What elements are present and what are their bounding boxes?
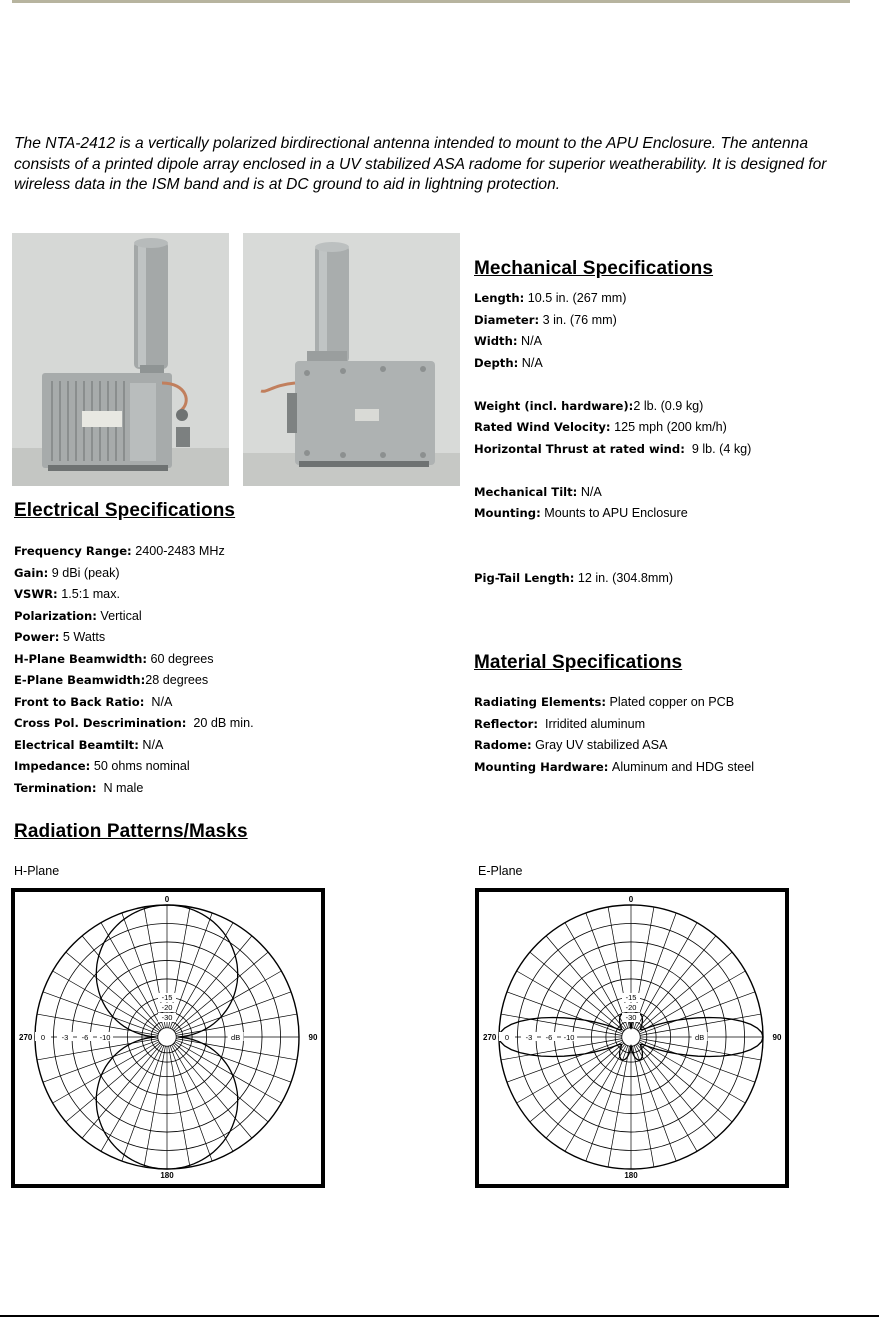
grid-spoke (639, 1042, 745, 1103)
spec-weight (474, 396, 751, 418)
radial-label: 0 (504, 1033, 510, 1042)
angle-label-90: 90 (772, 1033, 782, 1042)
grid-spoke (175, 1042, 281, 1103)
spec-value: Aluminum and HDG steel (611, 759, 755, 774)
grid-spoke (53, 1042, 159, 1103)
electrical-heading: Electrical Specifications (14, 500, 236, 521)
spec-value: 9 dBi (peak) (51, 565, 120, 580)
spec-value: 5 Watts (62, 630, 106, 644)
grid-spoke (517, 971, 623, 1032)
spec-value: 2400-2483 MHz (135, 544, 225, 558)
grid-spoke (637, 936, 716, 1030)
spec-value: 125 mph (200 km/h) (614, 420, 727, 434)
spec-radome (474, 735, 754, 757)
spec-value: 3 in. (76 mm) (542, 312, 617, 327)
spec-label: Frequency Range: (14, 544, 132, 558)
radial-label: -15 (161, 993, 173, 1002)
grid-spoke (82, 936, 161, 1030)
spec-reflector (474, 714, 754, 736)
grid-spoke (636, 923, 697, 1029)
top-rule (12, 0, 850, 3)
grid-spoke (174, 952, 268, 1031)
spec-value: N/A (521, 334, 542, 348)
spec-label: Power: (14, 630, 60, 644)
spec-label: Cross Pol. Descrimination: (14, 716, 187, 730)
radial-label: -3 (525, 1033, 533, 1042)
grid-spoke (66, 1043, 160, 1122)
grid-spoke (174, 1043, 268, 1122)
bottom-rule (0, 1315, 879, 1317)
radial-label: -30 (625, 1013, 637, 1022)
spec-pigtail-length (474, 568, 751, 590)
spec-value: Irridited aluminum (544, 716, 646, 731)
spec-value: Mounts to APU Enclosure (544, 506, 688, 520)
angle-label-90: 90 (308, 1033, 318, 1042)
spec-value: 9 lb. (4 kg) (691, 441, 752, 456)
spec-value: 50 ohms nominal (93, 759, 190, 773)
spec-value: 10.5 in. (267 mm) (527, 291, 627, 305)
spec-label: Front to Back Ratio: (14, 694, 145, 709)
spec-depth (474, 353, 751, 375)
spec-value: 28 degrees (145, 673, 209, 687)
antenna-photo-front (12, 233, 229, 486)
spec-label: Horizontal Thrust at rated wind: (474, 441, 685, 456)
spec-label: Termination: (14, 780, 97, 795)
electrical-spec-list (14, 541, 254, 799)
spec-label: Radome: (474, 738, 532, 752)
spec-vswr (14, 584, 254, 606)
radial-label: -20 (161, 1003, 173, 1012)
spec-label: Rated Wind Velocity: (474, 420, 611, 434)
spec-value: 12 in. (304.8mm) (577, 570, 674, 585)
spec-value: Gray UV stabilized ASA (535, 738, 668, 752)
spec-gain (14, 563, 254, 585)
spec-value: 20 dB min. (193, 716, 254, 730)
spec-label: Mounting Hardware: (474, 759, 609, 774)
h-plane-polar-plot (15, 892, 321, 1184)
grid-spoke (173, 936, 252, 1030)
spec-value: Vertical (100, 608, 142, 623)
spec-label: Mounting: (474, 506, 541, 520)
grid-spoke (608, 1046, 629, 1167)
spec-label: Impedance: (14, 759, 91, 773)
grid-spoke (546, 936, 625, 1030)
grid-spoke (546, 1044, 625, 1138)
spec-wind-velocity (474, 417, 751, 439)
grid-spoke (637, 1044, 716, 1138)
e-plane-chart (475, 888, 789, 1188)
grid-spoke (639, 971, 745, 1032)
grid-spoke (175, 971, 281, 1032)
radial-label: -30 (161, 1013, 173, 1022)
grid-spoke (633, 1046, 654, 1167)
grid-spoke (144, 1046, 165, 1167)
spec-label: E-Plane Beamwidth: (14, 673, 146, 687)
spec-frequency-range (14, 541, 254, 563)
grid-spoke (53, 971, 159, 1032)
intro-paragraph: The NTA-2412 is a vertically polarized birdirectional antenna intended to mount to the APU Enclosure. The antenna consists of a printed dipole array enclosed in a UV stabilized ASA radome for superior weatherability. It is designed for wireless data in the ISM band and is at DC ground to aid in lightning protection. (14, 135, 827, 193)
radial-label: -15 (625, 993, 637, 1002)
radial-label: -10 (563, 1033, 575, 1042)
angle-label-270: 270 (19, 1033, 33, 1042)
grid-spoke (37, 1039, 158, 1060)
grid-spoke (173, 1044, 252, 1138)
spec-label: Electrical Beamtilt: (14, 737, 139, 752)
grid-spoke (565, 1045, 626, 1151)
radial-label: -6 (545, 1033, 553, 1042)
spec-mounting (474, 503, 751, 525)
grid-spoke (82, 1044, 161, 1138)
e-plane-label: E-Plane (478, 864, 523, 878)
spec-label: Length: (474, 291, 525, 305)
grid-spoke (565, 923, 626, 1029)
radial-label: -20 (625, 1003, 637, 1012)
spec-label: VSWR: (14, 587, 58, 601)
radial-label: -6 (81, 1033, 89, 1042)
spec-value: 60 degrees (150, 651, 214, 666)
material-heading: Material Specifications (474, 652, 683, 673)
spec-label: Depth: (474, 355, 519, 370)
grid-spoke (636, 1045, 697, 1151)
radial-label: -10 (99, 1033, 111, 1042)
angle-label-0: 0 (628, 895, 634, 904)
spec-value: N/A (142, 737, 164, 752)
spec-e-plane-beamwidth (14, 670, 254, 692)
spec-h-plane-beamwidth (14, 649, 254, 671)
angle-label-180: 180 (160, 1171, 174, 1180)
antenna-photo-side (243, 233, 460, 486)
angle-label-180: 180 (624, 1171, 638, 1180)
radial-label: -3 (61, 1033, 69, 1042)
spec-mounting-hardware (474, 757, 754, 779)
mechanical-heading: Mechanical Specifications (474, 258, 714, 279)
spec-value: 1.5:1 max. (61, 587, 120, 601)
spec-termination (14, 778, 254, 800)
unit-label: dB (695, 1033, 705, 1042)
spec-label: H-Plane Beamwidth: (14, 651, 147, 666)
radial-label: 0 (40, 1033, 46, 1042)
spec-width (474, 331, 751, 353)
spec-label: Gain: (14, 565, 49, 580)
spec-front-to-back (14, 692, 254, 714)
spec-value: 2 lb. (0.9 kg) (633, 398, 704, 413)
radiation-heading: Radiation Patterns/Masks (14, 821, 248, 842)
spec-value: Plated copper on PCB (609, 695, 735, 709)
h-plane-chart (11, 888, 325, 1188)
spec-value: N/A (521, 355, 543, 370)
spec-label: Mechanical Tilt: (474, 484, 578, 499)
grid-spoke (169, 1046, 190, 1167)
spec-impedance (14, 756, 254, 778)
spec-label: Weight (incl. hardware): (474, 398, 634, 413)
angle-label-0: 0 (164, 895, 170, 904)
spec-diameter (474, 310, 751, 332)
grid-spoke (66, 952, 160, 1031)
spec-polarization (14, 606, 254, 628)
spec-power (14, 627, 254, 649)
spec-value: N/A (151, 694, 173, 709)
material-spec-list (474, 692, 754, 778)
spec-radiating-elements (474, 692, 754, 714)
spec-label: Polarization: (14, 608, 97, 623)
unit-label: dB (231, 1033, 241, 1042)
spec-mechanical-tilt (474, 482, 751, 504)
spec-cross-pol (14, 713, 254, 735)
spec-label: Width: (474, 334, 518, 348)
grid-ring (158, 1028, 176, 1046)
spec-label: Diameter: (474, 312, 540, 327)
spec-value: N male (103, 780, 144, 795)
spec-label: Radiating Elements: (474, 695, 606, 709)
spec-value: N/A (580, 484, 602, 499)
spec-length (474, 288, 751, 310)
grid-ring (622, 1028, 640, 1046)
mechanical-spec-list (474, 288, 751, 589)
grid-spoke (517, 1042, 623, 1103)
spec-label: Reflector: (474, 716, 538, 731)
spec-horizontal-thrust (474, 439, 751, 461)
h-plane-label: H-Plane (14, 864, 60, 878)
spec-electrical-beamtilt (14, 735, 254, 757)
spec-label: Pig-Tail Length: (474, 570, 575, 585)
angle-label-270: 270 (483, 1033, 497, 1042)
e-plane-polar-plot (479, 892, 785, 1184)
